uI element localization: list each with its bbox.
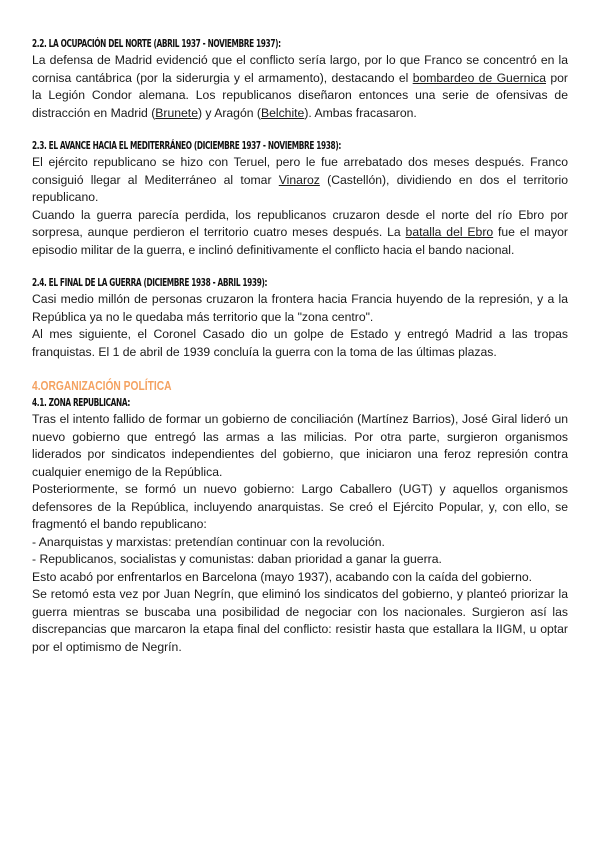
link-batalla-ebro[interactable]: batalla del Ebro	[405, 225, 494, 239]
paragraph	[32, 207, 568, 260]
paragraph: Esto acabó por enfrentarlos en Barcelona (mayo 1937), acabando con la caída del gobierno.	[32, 569, 533, 584]
text-run: El ejército republicano se hizo con Teruel, pero le fue arrebatado dos meses después. Franco consiguió llegar al Mediterráneo al tomar	[32, 155, 568, 187]
text-run: Cuando la guerra parecía perdida, los republicanos cruzaron desde el norte del río Ebro por sorpresa, aunque perdieron el territorio cuatro meses después. La	[32, 207, 568, 239]
text-run: por la Legión Condor alemana. Los republicanos diseñaron entonces una serie de ofensivas de distracción en Madrid (	[32, 70, 568, 120]
list-item: - Anarquistas y marxistas: pretendían continuar con la revolución.	[32, 534, 385, 549]
paragraph: Tras el intento fallido de formar un gobierno de conciliación (Martínez Barrios), José Giral lideró un nuevo gobierno que entregó las armas a las milicias. Por otra parte, surgieron organismos liderados por sindicatos independientes del gobierno, que iniciaron una feroz represión contra cualquier enemigo de la República.	[32, 412, 568, 479]
section-heading-4: 4.ORGANIZACIÓN POLÍTICA	[32, 379, 172, 393]
paragraph	[32, 52, 568, 122]
text-run: fue el mayor episodio militar de la guerra, e inclinó definitivamente el conflicto hacia el bando nacional.	[32, 225, 568, 257]
paragraph: Se retomó esta vez por Juan Negrín, que eliminó los sindicatos del gobierno, y planteó priorizar la guerra mientras se buscaba una posibilidad de negociar con los nacionales. Surgieron así las discrepancias que marcaron la etapa final del conflicto: resistir hasta que estallara la IIGM, u optar por el optimismo de Negrín.	[32, 587, 568, 654]
link-brunete[interactable]: Brunete	[155, 105, 198, 120]
text-run: La defensa de Madrid evidenció que el conflicto sería largo, por lo que Franco se concentró en la cornisa cantábrica (por la siderurgia y el armamento), destacando el	[32, 53, 568, 85]
paragraph	[32, 154, 568, 207]
list-item: - Republicanos, socialistas y comunistas: daban prioridad a ganar la guerra.	[32, 552, 442, 566]
section-heading-2-2: 2.2. LA OCUPACIÓN DEL NORTE (ABRIL 1937 - NOVIEMBRE 1937):	[32, 38, 281, 50]
section-heading-2-3: 2.3. EL AVANCE HACIA EL MEDITERRÁNEO (DICIEMBRE 1937 - NOVIEMBRE 1938):	[32, 140, 341, 152]
section-heading-2-4: 2.4. EL FINAL DE LA GUERRA (DICIEMBRE 1938 - ABRIL 1939):	[32, 277, 268, 289]
document-page	[32, 36, 568, 656]
paragraph: Casi medio millón de personas cruzaron la frontera hacia Francia huyendo de la represión, y a la República ya no le quedaba más territorio que la "zona centro".	[32, 292, 568, 324]
link-guernica[interactable]: bombardeo de Guernica	[412, 70, 547, 85]
text-run: ). Ambas fracasaron.	[304, 105, 417, 120]
section-heading-4-1: 4.1. ZONA REPUBLICANA:	[32, 397, 130, 409]
link-vinaroz[interactable]: Vinaroz	[278, 172, 320, 187]
text-run: (Castellón), dividiendo en dos el territorio republicano.	[32, 172, 568, 204]
text-run: ) y Aragón (	[197, 105, 261, 120]
link-belchite[interactable]: Belchite	[260, 105, 305, 120]
paragraph: Posteriormente, se formó un nuevo gobierno: Largo Caballero (UGT) y aquellos organismos defensores de la República, incluyendo anarquistas. Se creó el Ejército Popular, y, con ello, se fragmentó el bando republicano:	[32, 482, 568, 531]
paragraph: Al mes siguiente, el Coronel Casado dio un golpe de Estado y entregó Madrid a las tropas franquistas. El 1 de abril de 1939 concluía la guerra con la toma de las últimas plazas.	[32, 327, 568, 359]
